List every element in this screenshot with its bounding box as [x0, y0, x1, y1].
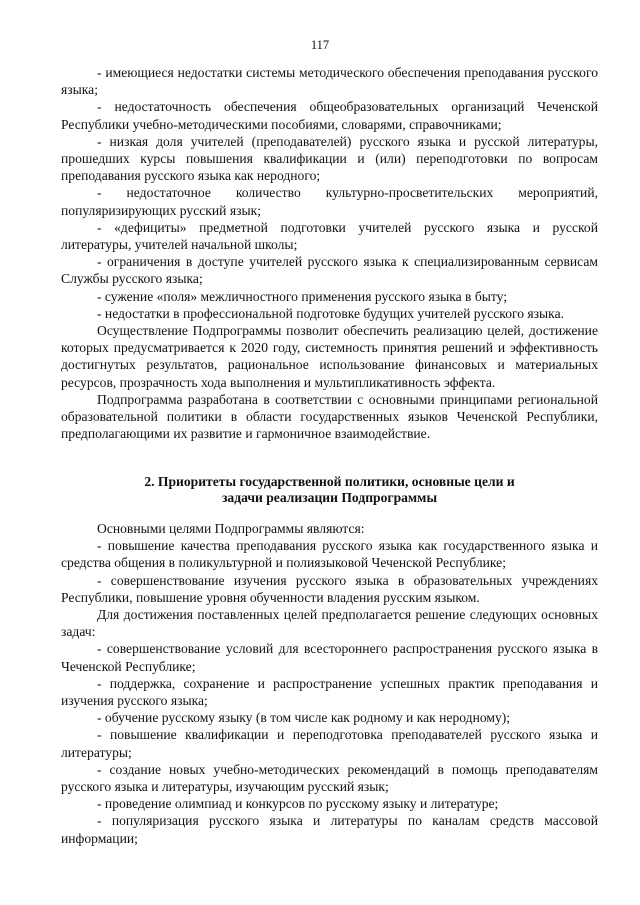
paragraph: - поддержка, сохранение и распространение успешных практик преподавания и изучения русского языка;: [61, 675, 598, 709]
section-heading-line: 2. Приоритеты государственной политики, основные цели и: [144, 474, 515, 489]
paragraph: - имеющиеся недостатки системы методического обеспечения преподавания русского языка;: [61, 65, 598, 98]
paragraph: Подпрограмма разработана в соответствии с основными принципами региональной образовательной политики в области государственных языков Чеченской Республики, предполагающими их развитие и гармоничное взаимодействие.: [61, 391, 598, 442]
paragraph: - создание новых учебно-методических рекомендаций в помощь преподавателям русского языка и литературы, изучающим русский язык;: [61, 761, 598, 795]
paragraph: - «дефициты» предметной подготовки учителей русского языка и русской литературы, учителей начальной школы;: [61, 219, 598, 253]
paragraph: - низкая доля учителей (преподавателей) русского языка и русской литературы, прошедших курсы повышения квалификации и (или) переподготовки по вопросам преподавания русского языка как неродного;: [61, 133, 598, 184]
text-block-before-heading: [61, 64, 598, 442]
paragraph: - проведение олимпиад и конкурсов по русскому языку и литературе;: [97, 796, 499, 812]
paragraph: - недостаточное количество культурно-просветительских мероприятий, популяризирующих русский язык;: [61, 185, 598, 218]
paragraph: - ограничения в доступе учителей русского языка к специализированным сервисам Службы русского языка;: [61, 254, 598, 287]
paragraph: Основными целями Подпрограммы являются:: [97, 521, 365, 536]
paragraph: Для достижения поставленных целей предполагается решение следующих основных задач:: [61, 607, 598, 640]
text-block-after-heading: [61, 520, 598, 847]
section-heading: [61, 474, 598, 506]
page-number: 117: [310, 38, 330, 52]
paragraph: - совершенствование условий для всестороннего распространения русского языка в Чеченской Республике;: [61, 641, 598, 674]
paragraph: - совершенствование изучения русского языка в образовательных учреждениях Республики, повышение уровня обученности владения русским языком.: [61, 572, 598, 605]
paragraph: - сужение «поля» межличностного применения русского языка в быту;: [97, 288, 508, 304]
section-heading-line: задачи реализации Подпрограммы: [221, 490, 438, 505]
paragraph: - повышение квалификации и переподготовка преподавателей русского языка и литературы;: [61, 727, 598, 760]
paragraph: - популяризация русского языка и литературы по каналам средств массовой информации;: [61, 813, 598, 846]
paragraph: - недостаточность обеспечения общеобразовательных организаций Чеченской Республики учебно-методическими пособиями, словарями, справочниками;: [61, 99, 598, 132]
paragraph: - повышение качества преподавания русского языка как государственного языка и средства общения в поликультурной и полиязыковой Чеченской Республике;: [61, 538, 598, 571]
paragraph: Осуществление Подпрограммы позволит обеспечить реализацию целей, достижение которых предусматривается к 2020 году, системность принятия решений и эффективность достигнутых результатов, рациональное использование финансовых и материальных ресурсов, прозрачность хода выполнения и мультипликативность эффекта.: [61, 323, 598, 390]
paragraph: - недостатки в профессиональной подготовке будущих учителей русского языка.: [97, 305, 565, 321]
paragraph: - обучение русскому языку (в том числе как родному и как неродному);: [97, 710, 511, 726]
